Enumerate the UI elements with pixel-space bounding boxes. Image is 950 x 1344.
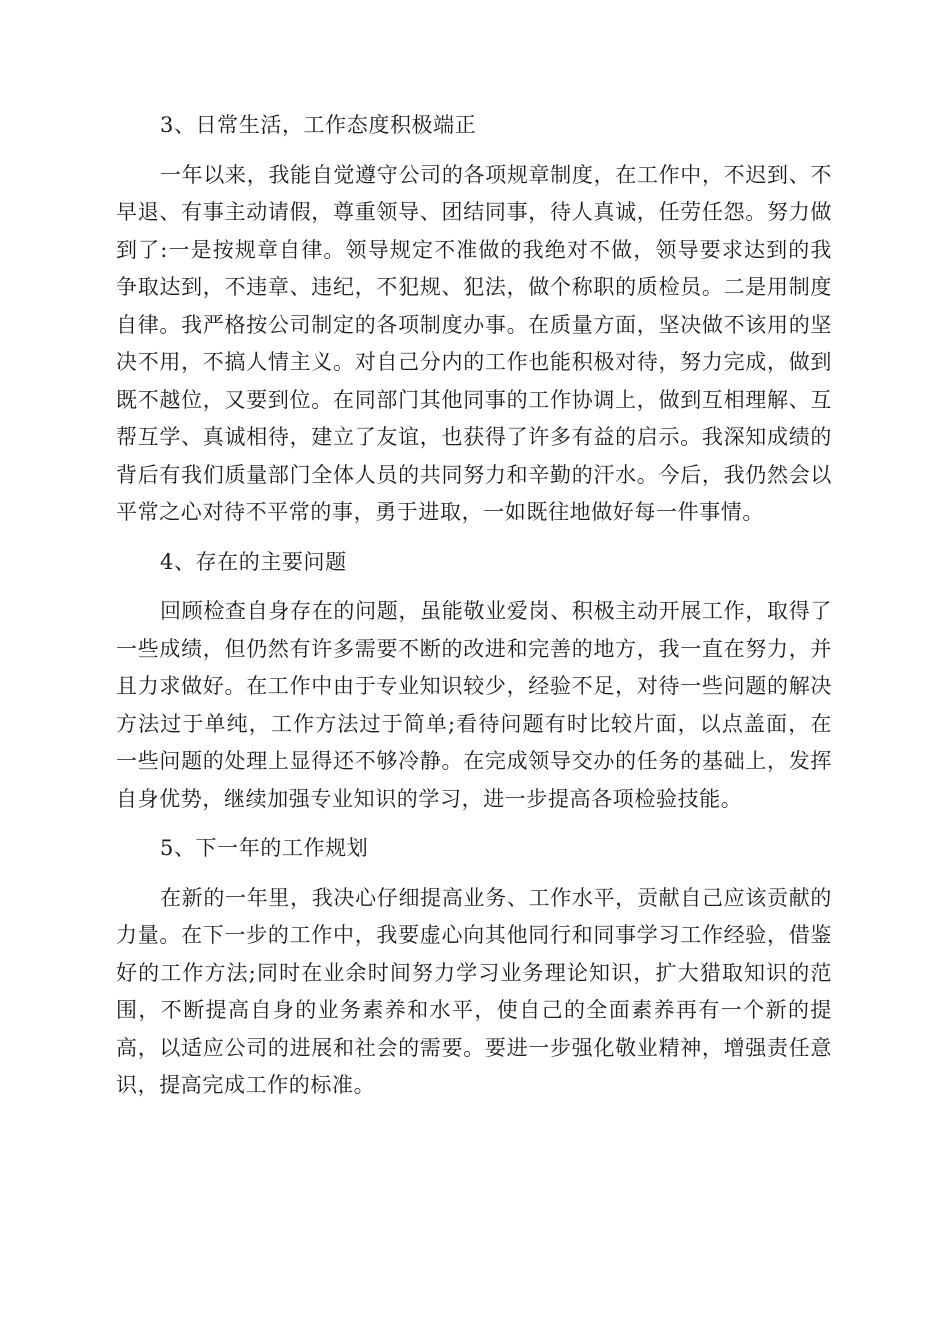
section-heading-5: 5、下一年的工作规划: [160, 836, 369, 860]
section-paragraph-3: 一年以来，我能自觉遵守公司的各项规章制度，在工作中，不迟到、不早退、有事主动请假，尊重领导、团结同事，待人真诚，任劳任怨。努力做到了:一是按规章自律。领导规定不准做的我绝对不做，领导要求达到的我争取达到，不违章、违纪，不犯规、犯法，做个称职的质检员。二是用制度自律。我严格按公司制定的各项制度办事。在质量方面，坚决做不该用的坚决不用，不搞人情主义。对自己分内的工作也能积极对待，努力完成，做到既不越位，又要到位。在同部门其他同事的工作协调上，做到互相理解、互帮互学、真诚相待，建立了友谊，也获得了许多有益的启示。我深知成绩的背后有我们质量部门全体人员的共同努力和辛勤的汗水。今后，我仍然会以平常之心对待不平常的事，勇于进取，一如既往地做好每一件事情。: [116, 162, 832, 524]
section-paragraph-4: 回顾检查自身存在的问题，虽能敬业爱岗、积极主动开展工作，取得了一些成绩，但仍然有许多需要不断的改进和完善的地方，我一直在努力，并且力求做好。在工作中由于专业知识较少，经验不足，对待一些问题的解决方法过于单纯，工作方法过于简单;看待问题有时比较片面，以点盖面，在一些问题的处理上显得还不够冷静。在完成领导交办的任务的基础上，发挥自身优势，继续加强专业知识的学习，进一步提高各项检验技能。: [116, 599, 832, 811]
section-heading-3: 3、日常生活，工作态度积极端正: [160, 113, 477, 137]
section-heading-4: 4、存在的主要问题: [160, 549, 347, 574]
document-body: [116, 107, 832, 1117]
section-paragraph-5: 在新的一年里，我决心仔细提高业务、工作水平，贡献自己应该贡献的力量。在下一步的工作中，我要虚心向其他同行和同事学习工作经验，借鉴好的工作方法;同时在业余时间努力学习业务理论知识，扩大猎取知识的范围，不断提高自身的业务素养和水平，使自己的全面素养再有一个新的提高，以适应公司的进展和社会的需要。要进一步强化敬业精神，增强责任意识，提高完成工作的标准。: [116, 885, 832, 1097]
